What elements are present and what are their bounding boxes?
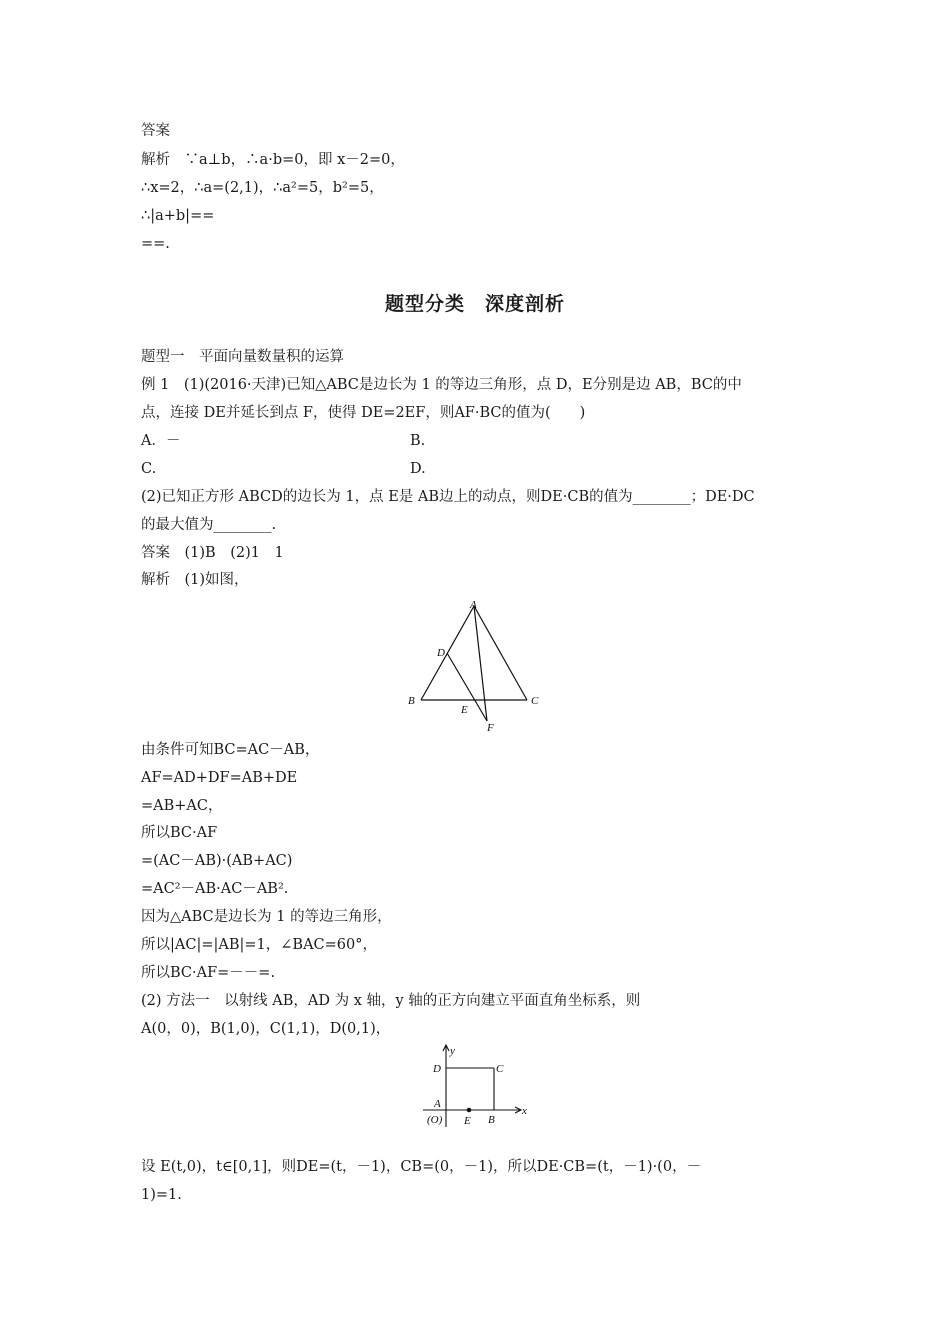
example-1-answer: 答案 (1)B (2)1 1 (141, 545, 284, 561)
derivation-line-8: 所以|AC|=|AB|=1，∠BAC=60°， (141, 937, 377, 953)
derivation-line-9: 所以BC·AF=－－=. (141, 965, 276, 981)
derivation-line-6: =AC²－AB·AC－AB². (141, 881, 289, 897)
derivation-line-2: AF=AD+DF=AB+DE (141, 770, 298, 786)
triangle-figure (400, 595, 550, 735)
analysis-line-3: ∴|a+b|== (141, 208, 215, 224)
option-b: B. (410, 433, 426, 449)
label-y: y (450, 1045, 455, 1057)
method-1-line-2: A(0，0)，B(1,0)，C(1,1)，D(0,1)， (141, 1021, 391, 1037)
closing-line-2: 1)=1. (141, 1187, 182, 1203)
example-1-line-1: 例 1 (1)(2016·天津)已知△ABC是边长为 1 的等边三角形，点 D，E分别是边 AB，BC的中 (141, 377, 742, 393)
example-1-line-2: 点，连接 DE并延长到点 F，使得 DE=2EF，则AF·BC的值为( ) (141, 405, 586, 421)
option-c: C. (141, 461, 157, 477)
example-1-line-4: 的最大值为________. (141, 517, 277, 533)
label-a: A (434, 1098, 441, 1110)
label-d: D (437, 647, 445, 659)
derivation-line-1: 由条件可知BC=AC－AB， (141, 742, 320, 758)
closing-line-1: 设 E(t,0)，t∈[0,1]，则DE=(t，－1)，CB=(0，－1)，所以DE·CB=(t，－1)·(0，－ (141, 1159, 702, 1175)
label-f: F (487, 722, 494, 734)
example-1-line-3: (2)已知正方形 ABCD的边长为 1，点 E是 AB边上的动点，则DE·CB的值为________；DE·DC (141, 489, 755, 505)
method-1-line-1: (2) 方法一 以射线 AB，AD 为 x 轴，y 轴的正方向建立平面直角坐标系，则 (141, 993, 641, 1009)
derivation-line-4: 所以BC·AF (141, 825, 218, 841)
topic-title: 题型一 平面向量数量积的运算 (141, 349, 344, 365)
analysis-line-2: ∴x=2，∴a=(2,1)，∴a²=5，b²=5， (141, 180, 384, 196)
label-b: B (408, 695, 415, 707)
derivation-line-7: 因为△ABC是边长为 1 的等边三角形， (141, 909, 392, 925)
option-d: D. (410, 461, 426, 477)
analysis-line-4: ==. (141, 236, 170, 252)
label-a: A (470, 599, 477, 611)
option-a: A．－ (141, 433, 181, 449)
label-c: C (496, 1063, 504, 1075)
section-heading: 题型分类 深度剖析 (384, 293, 565, 315)
label-e: E (461, 704, 468, 716)
label-o: (O) (427, 1114, 443, 1126)
square-coordinate-figure (420, 1042, 540, 1132)
derivation-line-3: =AB+AC， (141, 798, 223, 814)
label-e: E (464, 1115, 471, 1127)
label-b: B (488, 1114, 495, 1126)
label-d: D (433, 1063, 441, 1075)
example-1-analysis: 解析 (1)如图， (141, 572, 249, 588)
derivation-line-5: =(AC－AB)·(AB+AC) (141, 853, 293, 869)
label-x: x (522, 1105, 527, 1117)
answer-label: 答案 (141, 123, 170, 139)
analysis-line-1: 解析 ∵a⊥b，∴a·b=0，即 x－2=0， (141, 152, 405, 168)
label-c: C (531, 695, 539, 707)
